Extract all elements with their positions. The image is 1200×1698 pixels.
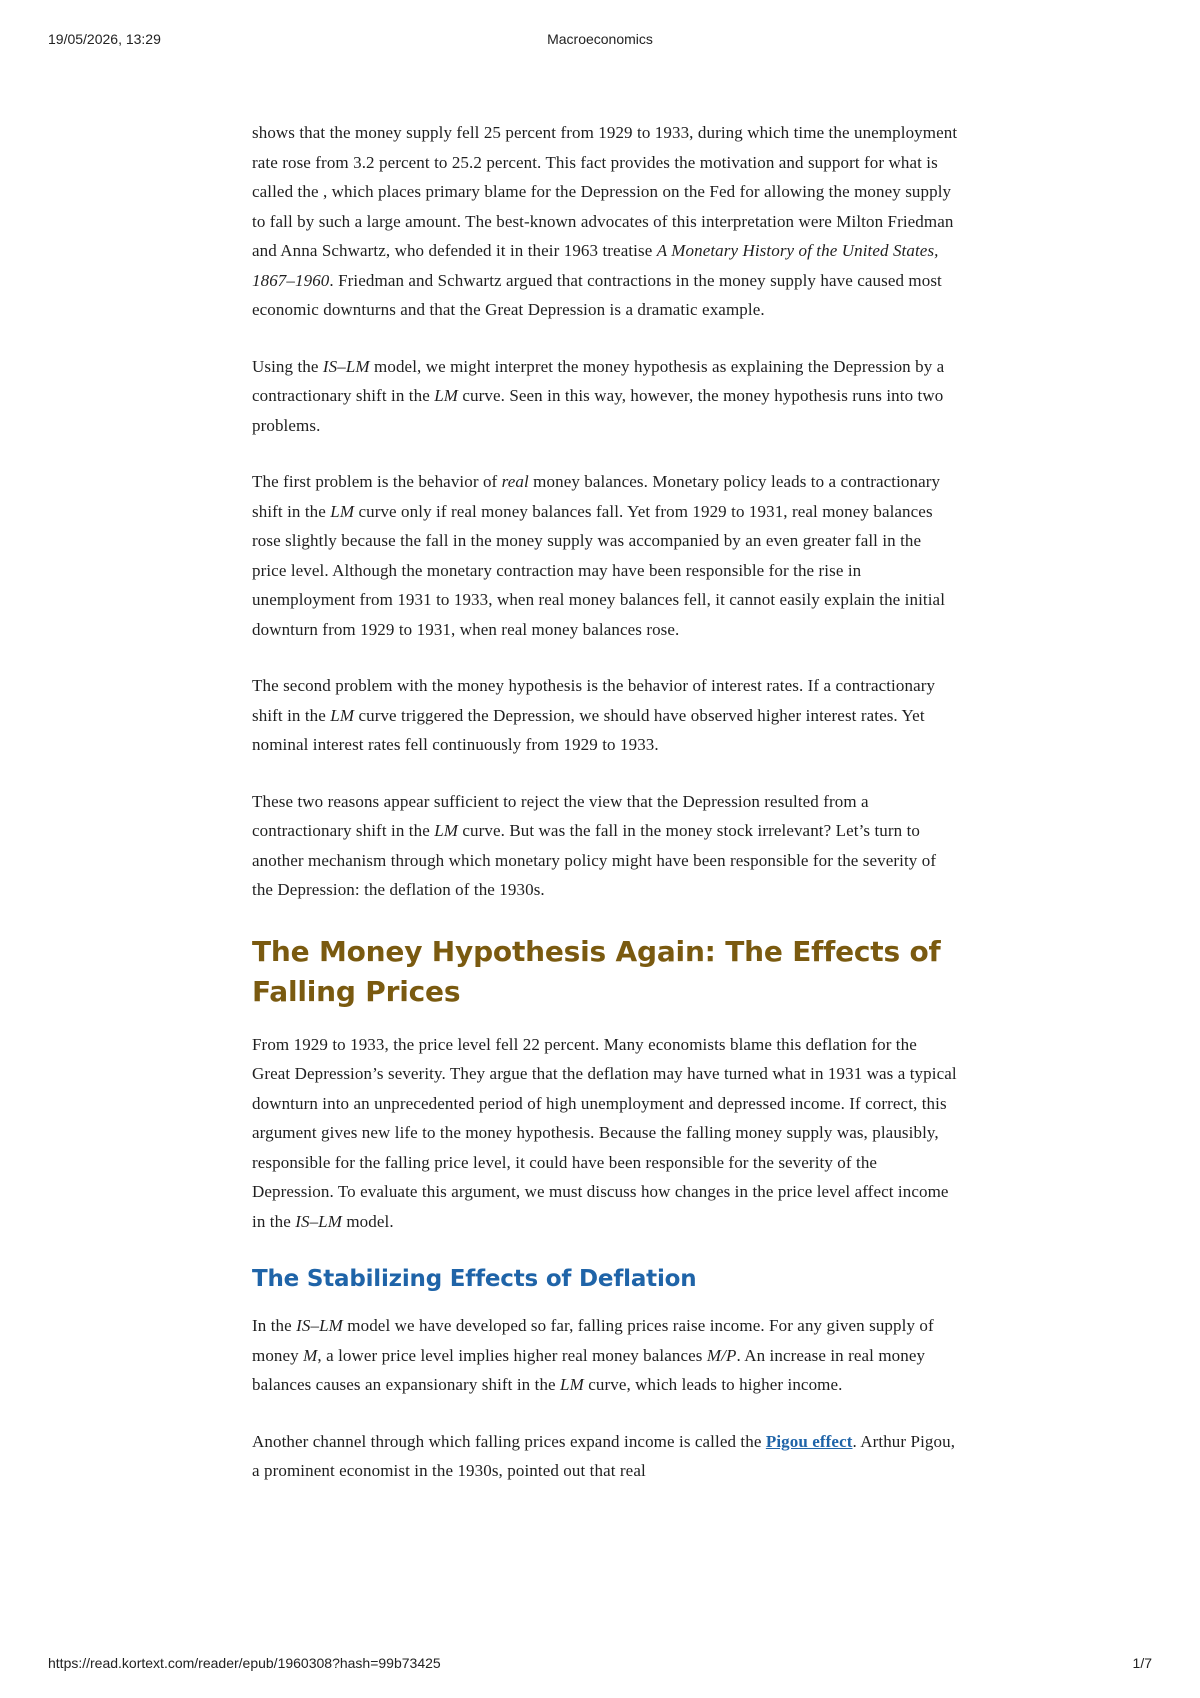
print-datetime: 19/05/2026, 13:29 (48, 31, 161, 47)
paragraph: The second problem with the money hypothesis is the behavior of interest rates. If a contractionary shift in the LM curve triggered the Depression, we should have observed higher interest rates. Yet nominal interest rates fell continuously from 1929 to 1933. (252, 676, 936, 754)
pigou-effect-link[interactable]: Pigou effect (765, 1431, 853, 1451)
paragraph: These two reasons appear sufficient to reject the view that the Depression resulted from a contractionary shift in the LM curve. But was the fall in the money stock irrelevant? Let’s turn to another mechanism through which monetary policy might have been responsible for the severity of the Depression: the deflation of the 1930s. (252, 791, 937, 899)
reader-content (252, 118, 958, 1648)
paragraph: shows that the money supply fell 25 percent from 1929 to 1933, during which time the unemployment rate rose from 3.2 percent to 25.2 percent. This fact provides the motivation and support for what is called the , which places primary blame for the Depression on the Fed for allowing the money supply to fall by such a large amount. The best-known advocates of this interpretation were Milton Friedman and Anna Schwartz, who defended it in their 1963 treatise A Monetary History of the United States, 1867–1960. Friedman and Schwartz argued that contractions in the money supply have caused most economic downturns and that the Great Depression is a dramatic example. (252, 123, 958, 319)
section-heading: The Money Hypothesis Again: The Effects of Falling Prices (252, 934, 941, 1008)
paragraph: Using the IS–LM model, we might interpret the money hypothesis as explaining the Depression by a contractionary shift in the LM curve. Seen in this way, however, the money hypothesis runs into two problems. (252, 356, 945, 435)
print-header (0, 31, 1200, 51)
paragraph: The first problem is the behavior of real money balances. Monetary policy leads to a contractionary shift in the LM curve only if real money balances fall. Yet from 1929 to 1931, real money balances rose slightly because the fall in the money supply was accompanied by an even greater fall in the price level. Although the monetary contraction may have been responsible for the rise in unemployment from 1931 to 1933, when real money balances fell, it cannot easily explain the initial downturn from 1929 to 1931, when real money balances rose. (252, 472, 946, 639)
print-footer (0, 1655, 1200, 1675)
paragraph: From 1929 to 1933, the price level fell 22 percent. Many economists blame this deflation for the Great Depression’s severity. They argue that the deflation may have turned what in 1931 was a typical downturn into an unprecedented period of high unemployment and depressed income. If correct, this argument gives new life to the money hypothesis. Because the falling money supply was, plausibly, responsible for the falling price level, it could have been responsible for the severity of the Depression. To evaluate this argument, we must discuss how changes in the price level affect income in the IS–LM model. (252, 1034, 957, 1231)
subsection-heading: The Stabilizing Effects of Deflation (252, 1266, 697, 1292)
print-title: Macroeconomics (547, 31, 653, 47)
book-title: A Monetary History of the United States, 1867–1960 (252, 241, 939, 290)
paragraph: Another channel through which falling prices expand income is called the Pigou effect. Arthur Pigou, a prominent economist in the 1930s, pointed out that real (252, 1431, 956, 1480)
print-url: https://read.kortext.com/reader/epub/1960308?hash=99b73425 (48, 1655, 441, 1671)
paragraph: In the IS–LM model we have developed so far, falling prices raise income. For any given supply of money M, a lower price level implies higher real money balances M/P. An increase in real money balances causes an expansionary shift in the LM curve, which leads to higher income. (252, 1316, 934, 1394)
page-number: 1/7 (1132, 1655, 1152, 1671)
